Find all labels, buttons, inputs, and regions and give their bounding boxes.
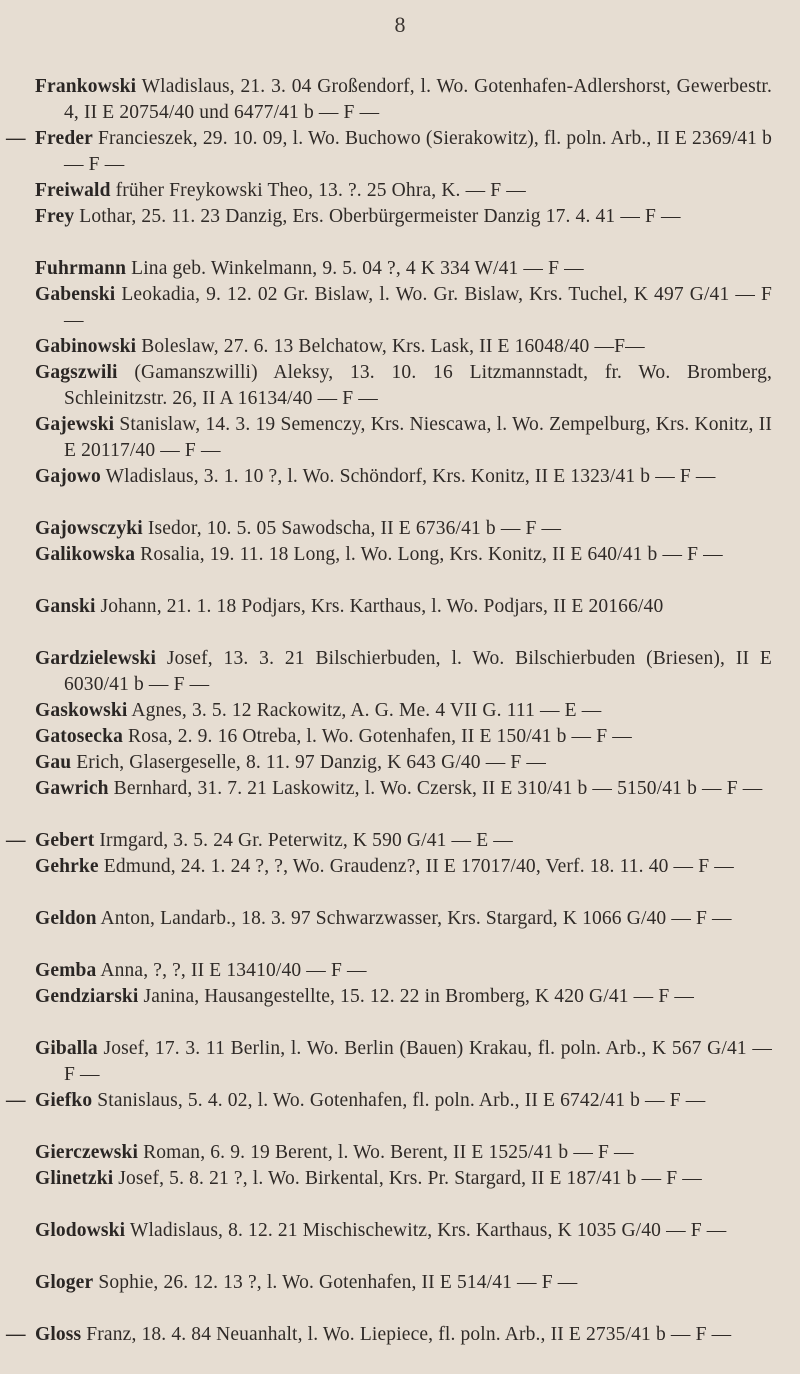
entry-surname: Gendziarski (35, 986, 139, 1007)
register-entry (0, 1166, 800, 1218)
entry-list (0, 74, 800, 1374)
entry-surname: Giballa (35, 1038, 98, 1059)
entry-details: Rosalia, 19. 11. 18 Long, l. Wo. Long, Krs. Konitz, II E 640/41 b — F — (140, 544, 723, 565)
register-entry (0, 906, 800, 958)
register-entry (0, 1036, 800, 1088)
entry-details: Irmgard, 3. 5. 24 Gr. Peterwitz, K 590 G/41 — E — (99, 830, 513, 851)
register-entry (0, 958, 800, 984)
entry-details: Stanislaus, 5. 4. 02, l. Wo. Gotenhafen, fl. poln. Arb., II E 6742/41 b — F — (97, 1090, 706, 1111)
entry-surname: Giefko (35, 1090, 93, 1111)
entry-details: früher Freykowski Theo, 13. ?. 25 Ohra, K. — F — (115, 180, 526, 201)
entry-details: Stanislaw, 14. 3. 19 Semenczy, Krs. Niescawa, l. Wo. Zempelburg, Krs. Konitz, II E 20117/40 — F — (64, 414, 772, 461)
entry-surname: Gabinowski (35, 336, 137, 357)
register-entry (0, 828, 800, 854)
register-entry (0, 984, 800, 1036)
entry-details: Wladislaus, 3. 1. 10 ?, l. Wo. Schöndorf, Krs. Konitz, II E 1323/41 b — F — (105, 466, 716, 487)
entry-surname: Ganski (35, 596, 96, 617)
entry-surname: Gagszwili (35, 362, 118, 383)
entry-surname: Geldon (35, 908, 97, 929)
entry-surname: Freder (35, 128, 93, 149)
register-entry (0, 412, 800, 464)
entry-details: Wladislaus, 21. 3. 04 Großendorf, l. Wo. Gotenhafen-Adlershorst, Gewerbestr. 4, II E 20754/40 und 6477/41 b — F — (64, 76, 772, 123)
entry-surname: Fuhrmann (35, 258, 127, 279)
register-entry (0, 1270, 800, 1322)
entry-surname: Glinetzki (35, 1168, 114, 1189)
entry-dash-mark: — (6, 830, 26, 851)
register-entry (0, 1218, 800, 1270)
entry-details: Sophie, 26. 12. 13 ?, l. Wo. Gotenhafen, II E 514/41 — F — (98, 1272, 578, 1293)
entry-details: Bernhard, 31. 7. 21 Laskowitz, l. Wo. Czersk, II E 310/41 b — 5150/41 b — F — (113, 778, 763, 799)
entry-details: (Gamanszwilli) Aleksy, 13. 10. 16 Litzmannstadt, fr. Wo. Bromberg, Schleinitzstr. 26, II A 16134/40 — F — (64, 362, 772, 409)
entry-surname: Gajowo (35, 466, 101, 487)
entry-surname: Gierczewski (35, 1142, 139, 1163)
entry-details: Johann, 21. 1. 18 Podjars, Krs. Karthaus, l. Wo. Podjars, II E 20166/40 (100, 596, 664, 617)
entry-surname: Gau (35, 752, 72, 773)
register-entry (0, 464, 800, 516)
entry-details: Josef, 17. 3. 11 Berlin, l. Wo. Berlin (Bauen) Krakau, fl. poln. Arb., K 567 G/41 — F — (64, 1038, 773, 1085)
entry-surname: Gebert (35, 830, 95, 851)
entry-surname: Gemba (35, 960, 97, 981)
entry-details: Josef, 13. 3. 21 Bilschierbuden, l. Wo. Bilschierbuden (Briesen), II E 6030/41 b — F — (64, 648, 772, 695)
entry-details: Leokadia, 9. 12. 02 Gr. Bislaw, l. Wo. Gr. Bislaw, Krs. Tuchel, K 497 G/41 — F — (64, 284, 772, 331)
register-entry (0, 178, 800, 204)
entry-details: Agnes, 3. 5. 12 Rackowitz, A. G. Me. 4 VII G. 111 — E — (131, 700, 602, 721)
register-entry (0, 1088, 800, 1140)
entry-details: Lina geb. Winkelmann, 9. 5. 04 ?, 4 K 334 W/41 — F — (131, 258, 584, 279)
entry-details: Edmund, 24. 1. 24 ?, ?, Wo. Graudenz?, II E 17017/40, Verf. 18. 11. 40 — F — (103, 856, 734, 877)
register-entry (0, 360, 800, 412)
register-entry (0, 594, 800, 646)
entry-details: Isedor, 10. 5. 05 Sawodscha, II E 6736/41 b — F — (147, 518, 562, 539)
register-entry (0, 646, 800, 698)
entry-details: Roman, 6. 9. 19 Berent, l. Wo. Berent, II E 1525/41 b — F — (143, 1142, 634, 1163)
entry-surname: Gardzielewski (35, 648, 157, 669)
register-entry (0, 724, 800, 750)
register-entry (0, 776, 800, 828)
entry-details: Francieszek, 29. 10. 09, l. Wo. Buchowo (Sierakowitz), fl. poln. Arb., II E 2369/41 b — F — (64, 128, 773, 175)
entry-dash-mark: — (6, 1090, 26, 1111)
entry-details: Lothar, 25. 11. 23 Danzig, Ers. Oberbürgermeister Danzig 17. 4. 41 — F — (79, 206, 681, 227)
register-entry (0, 282, 800, 334)
register-entry (0, 1322, 800, 1374)
entry-surname: Frankowski (35, 76, 137, 97)
entry-surname: Gehrke (35, 856, 99, 877)
entry-surname: Gloger (35, 1272, 94, 1293)
entry-surname: Freiwald (35, 180, 111, 201)
entry-surname: Gabenski (35, 284, 116, 305)
entry-details: Anton, Landarb., 18. 3. 97 Schwarzwasser, Krs. Stargard, K 1066 G/40 — F — (100, 908, 732, 929)
register-entry (0, 1140, 800, 1166)
entry-surname: Galikowska (35, 544, 136, 565)
entry-details: Josef, 5. 8. 21 ?, l. Wo. Birkental, Krs. Pr. Stargard, II E 187/41 b — F — (118, 1168, 702, 1189)
entry-surname: Gawrich (35, 778, 109, 799)
entry-details: Boleslaw, 27. 6. 13 Belchatow, Krs. Lask, II E 16048/40 —F— (141, 336, 645, 357)
register-entry (0, 204, 800, 256)
entry-details: Franz, 18. 4. 84 Neuanhalt, l. Wo. Liepiece, fl. poln. Arb., II E 2735/41 b — F — (86, 1324, 732, 1345)
register-entry (0, 126, 800, 178)
entry-surname: Frey (35, 206, 75, 227)
entry-details: Wladislaus, 8. 12. 21 Mischischewitz, Krs. Karthaus, K 1035 G/40 — F — (129, 1220, 727, 1241)
register-entry (0, 542, 800, 594)
page-number: 8 (394, 12, 406, 37)
entry-surname: Gloss (35, 1324, 82, 1345)
entry-details: Rosa, 2. 9. 16 Otreba, l. Wo. Gotenhafen, II E 150/41 b — F — (128, 726, 632, 747)
entry-details: Anna, ?, ?, II E 13410/40 — F — (100, 960, 367, 981)
register-entry (0, 698, 800, 724)
register-entry (0, 74, 800, 126)
entry-details: Erich, Glasergeselle, 8. 11. 97 Danzig, K 643 G/40 — F — (76, 752, 547, 773)
entry-dash-mark: — (6, 1324, 26, 1345)
register-entry (0, 750, 800, 776)
register-entry (0, 256, 800, 282)
entry-surname: Gajowsczyki (35, 518, 143, 539)
register-entry (0, 334, 800, 360)
entry-surname: Gatosecka (35, 726, 124, 747)
entry-details: Janina, Hausangestellte, 15. 12. 22 in Bromberg, K 420 G/41 — F — (143, 986, 694, 1007)
register-entry (0, 854, 800, 906)
entry-surname: Glodowski (35, 1220, 126, 1241)
entry-surname: Gajewski (35, 414, 115, 435)
register-entry (0, 516, 800, 542)
entry-dash-mark: — (6, 128, 26, 149)
entry-surname: Gaskowski (35, 700, 128, 721)
